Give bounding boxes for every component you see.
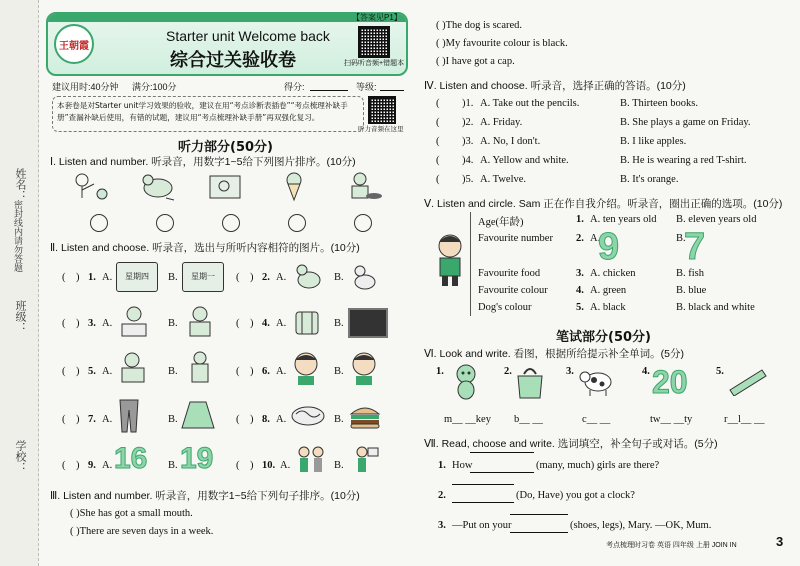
option-b: B. (168, 272, 178, 283)
option-a: A. No, I don't. (480, 136, 541, 147)
option-b: B. (168, 460, 178, 471)
section4-title: Ⅳ. Listen and choose. 听录音，选择正确的答语。(10分) (424, 80, 686, 92)
tiger-cooking-picture (340, 170, 384, 204)
item-number: 10. (262, 460, 276, 471)
option-b: B. (676, 233, 686, 244)
item-number: 4. (262, 318, 270, 329)
answer-circle[interactable] (156, 214, 174, 232)
monkey-picture (450, 362, 482, 402)
score-full: 满分:100分 (132, 82, 177, 92)
bag-picture (514, 364, 546, 400)
paren[interactable]: ( ) (62, 460, 80, 471)
paren[interactable]: ( (436, 98, 440, 109)
footer-text: 考点梳理时习卷 英语 四年级 上册 JOIN IN (606, 542, 737, 549)
paren[interactable]: ( ) (62, 272, 80, 283)
option-a: A. (276, 366, 287, 377)
tiger-drawing-picture (116, 350, 152, 384)
paren[interactable]: ( ) (62, 318, 80, 329)
children-picture (294, 444, 328, 480)
option-b: B. It's orange. (620, 174, 679, 185)
option-a: A. (276, 318, 287, 329)
option-a: A. Twelve. (480, 174, 527, 185)
child-with-sign-picture (348, 444, 382, 480)
option-b: B. Thirteen books. (620, 98, 698, 109)
option-b: B. (334, 318, 344, 329)
row-label: Favourite colour (478, 285, 548, 296)
divider (470, 212, 471, 316)
bin-picture (292, 306, 322, 336)
item-number: 1. (438, 460, 446, 471)
item-number: 5. (88, 366, 96, 377)
header-banner (46, 12, 408, 76)
section1-title: Ⅰ. Listen and number. 听录音，用数字1~5给下列图片排序。(10分) (50, 156, 356, 168)
score-blank[interactable] (310, 90, 348, 91)
word-blank[interactable]: c__ __ (582, 414, 611, 425)
answer-line[interactable] (452, 484, 514, 485)
tiger-reading-picture (182, 304, 218, 338)
item-number: )1. (462, 98, 474, 109)
name-label: 姓名： (14, 168, 26, 201)
logo-text: 王朝霞 (59, 40, 89, 52)
page-number: 3 (776, 534, 784, 549)
option-b: B. I like apples. (620, 136, 687, 147)
row-label: Favourite food (478, 268, 541, 279)
row-label: Age(年龄) (478, 217, 524, 228)
sam-boy-picture (430, 232, 470, 288)
option-a: A. chicken (590, 268, 636, 279)
option-a: A. (590, 233, 601, 244)
number-20-picture: 20 (652, 364, 688, 400)
paren[interactable]: ( ) (236, 460, 254, 471)
item-number: 5. (716, 366, 724, 377)
section5-title: Ⅴ. Listen and circle. Sam 正在作自我介绍。听录音，圈出正确的选项。(10分) (424, 198, 783, 210)
sentence-line: ( )I have got a cap. (436, 56, 515, 67)
note-text: 本套卷是对Starter unit学习效果的验收，建议在用“考点诊断表插卷”“考点梳理补缺手册”查漏补缺后使用，有错的试题，建议用“考点梳理补缺手册”再双强化复习。 (57, 101, 348, 122)
answer-line[interactable] (470, 452, 534, 453)
item-number: 2. (504, 366, 512, 377)
item-number: 2. (576, 233, 584, 244)
item-number: )2. (462, 117, 474, 128)
word-blank[interactable]: tw__ __ty (650, 414, 693, 425)
time-label: 建议用时:40分钟 (52, 82, 119, 92)
number-19-picture: 19 (180, 442, 214, 475)
answer-circle[interactable] (90, 214, 108, 232)
tv-tiger-picture (204, 170, 248, 204)
item-number: 6. (262, 366, 270, 377)
paren[interactable]: ( (436, 174, 440, 185)
option-b: B. (168, 366, 178, 377)
number-16-picture: 16 (114, 442, 148, 475)
sentence-start: —Put on your (452, 520, 512, 531)
answer-circle[interactable] (288, 214, 306, 232)
school-label: 学校： (14, 440, 26, 473)
option-b: B. eleven years old (676, 214, 757, 225)
item-number: 9. (88, 460, 96, 471)
answer-line[interactable] (510, 532, 568, 533)
option-a: A. (280, 460, 291, 471)
option-a: A. ten years old (590, 214, 657, 225)
paren[interactable]: ( ) (236, 414, 254, 425)
ruler-picture (728, 368, 768, 396)
blackboard-picture (348, 308, 388, 338)
answer-line[interactable] (510, 514, 568, 515)
noodles-picture (290, 402, 326, 428)
option-b: B. He is wearing a red T-shirt. (620, 155, 747, 166)
option-b: B. (168, 318, 178, 329)
note-box (52, 96, 364, 132)
logo (54, 24, 94, 64)
item-number: )5. (462, 174, 474, 185)
binding-strip (0, 0, 39, 566)
item-number: 2. (262, 272, 270, 283)
option-b: B. black and white (676, 302, 755, 313)
option-a: A. (102, 272, 113, 283)
seal-text: 密封线内请勿答题 (13, 200, 23, 272)
item-number: 3. (438, 520, 446, 531)
item-number: 8. (262, 414, 270, 425)
item-number: 3. (88, 318, 96, 329)
option-a: A. (102, 460, 113, 471)
options: (shoes, legs), Mary. —OK, Mum. (570, 520, 712, 531)
calendar-monday-picture: 星期一 (182, 262, 224, 292)
options: (Do, Have) you got a clock? (516, 490, 635, 501)
grade-blank[interactable] (380, 90, 404, 91)
section7-title: Ⅶ. Read, choose and write. 选词填空，补全句子或对话。(5分) (424, 438, 718, 450)
sentence-line: ( )My favourite colour is black. (436, 38, 568, 49)
section1-pictures (68, 170, 398, 206)
sentence-start: How (452, 460, 473, 471)
item-number: 4. (642, 366, 650, 377)
option-b: B. (334, 414, 344, 425)
option-b: B. She plays a game on Friday. (620, 117, 751, 128)
row-label: Favourite number (478, 233, 553, 244)
title-cn: 综合过关验收卷 (170, 50, 296, 71)
item-number: 5. (576, 302, 584, 313)
item-number: 4. (576, 285, 584, 296)
item-number: 1. (576, 214, 584, 225)
word-blank[interactable]: m__ __key (444, 414, 491, 425)
option-b: B. (334, 366, 344, 377)
tiger-picture (136, 170, 180, 204)
paren[interactable]: ( ) (62, 414, 80, 425)
options: (many, much) girls are there? (536, 460, 660, 471)
item-number: 1. (436, 366, 444, 377)
paren[interactable]: ( ) (62, 366, 80, 377)
option-a: A. black (590, 302, 626, 313)
option-a: A. (276, 272, 287, 283)
title-en: Starter unit Welcome back (166, 28, 330, 44)
option-b: B. fish (676, 268, 705, 279)
option-a: A. (102, 318, 113, 329)
option-a: A. (102, 414, 113, 425)
sentence-line: ( )She has got a small mouth. (70, 508, 193, 519)
option-a: A. Take out the pencils. (480, 98, 580, 109)
item-number: 7. (88, 414, 96, 425)
option-a: A. (102, 366, 113, 377)
section6-title: Ⅵ. Look and write. 看图，根据所给提示补全单词。(5分) (424, 348, 684, 360)
grade-label: 等级: (356, 82, 377, 92)
option-a: A. (276, 414, 287, 425)
answer-circle[interactable] (354, 214, 372, 232)
item-number: 3. (566, 366, 574, 377)
tiger-standing-picture (182, 350, 218, 384)
answer-line[interactable] (452, 502, 514, 503)
sentence-line: ( )There are seven days in a week. (70, 526, 214, 537)
option-b: B. (334, 460, 344, 471)
number-9-picture: 9 (598, 226, 620, 268)
word-blank[interactable]: r__l__ __ (724, 414, 765, 425)
qr-code-icon[interactable] (358, 26, 390, 58)
boy-face-picture (290, 350, 322, 386)
word-blank[interactable]: b__ __ (514, 414, 543, 425)
section3-title: Ⅲ. Listen and number. 听录音，用数字1~5给下列句子排序。(10分) (50, 490, 360, 502)
listening-title: 听力部分(50分) (178, 140, 273, 155)
tiger-picture (292, 262, 326, 292)
paren[interactable]: ( (436, 117, 440, 128)
tiger-at-desk-picture (116, 304, 152, 338)
audio-qr-icon[interactable] (368, 96, 396, 124)
ice-cream-picture (272, 170, 316, 204)
item-number: 1. (88, 272, 96, 283)
boy-playing-picture (68, 170, 112, 204)
calendar-thursday-picture: 星期四 (116, 262, 158, 292)
writing-title: 笔试部分(50分) (556, 330, 651, 345)
option-a: A. Yellow and white. (480, 155, 569, 166)
item-number: 2. (438, 490, 446, 501)
paren[interactable]: ( (436, 136, 440, 147)
item-number: )3. (462, 136, 474, 147)
option-b: B. (334, 272, 344, 283)
sentence-line: ( )The dog is scared. (436, 20, 523, 31)
paren[interactable]: ( ) (236, 272, 254, 283)
answer-circle[interactable] (222, 214, 240, 232)
row-label: Dog's colour (478, 302, 532, 313)
skirt-picture (180, 400, 216, 430)
paren[interactable]: ( (436, 155, 440, 166)
number-7-picture: 7 (684, 226, 706, 268)
audio-qr-caption: 听力音频在这里 (358, 126, 404, 133)
paren[interactable]: ( ) (236, 366, 254, 377)
section2-title: Ⅱ. Listen and choose. 听录音，选出与所听内容相符的图片。(10分) (50, 242, 360, 254)
option-a: A. Friday. (480, 117, 523, 128)
answer-line[interactable] (470, 472, 534, 473)
class-label: 班级： (14, 300, 26, 333)
hamburger-picture (348, 402, 382, 430)
trousers-picture (116, 398, 142, 434)
answer-ref: 【答案见P1】 (352, 13, 402, 22)
boy-smiling-picture (348, 350, 380, 386)
score-label: 得分: (284, 82, 305, 92)
cat-picture (348, 262, 382, 292)
option-b: B. blue (676, 285, 707, 296)
item-number: )4. (462, 155, 474, 166)
item-number: 3. (576, 268, 584, 279)
paren[interactable]: ( ) (236, 318, 254, 329)
option-a: A. green (590, 285, 627, 296)
option-b: B. (168, 414, 178, 425)
cow-picture (578, 364, 614, 398)
qr-caption: 扫码听音频+错题本 (344, 60, 405, 67)
